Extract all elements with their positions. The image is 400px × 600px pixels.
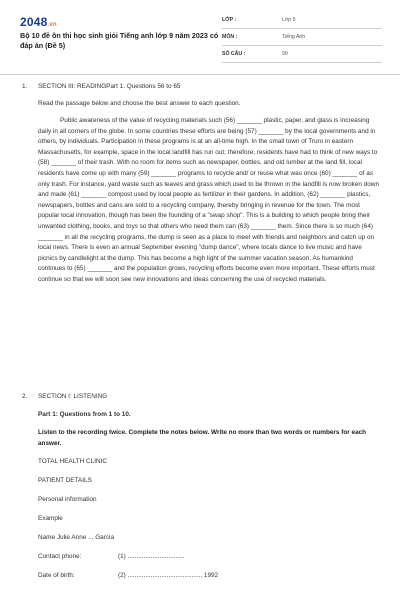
example-name-line: Name Julie Anne ... Garcia bbox=[38, 534, 115, 541]
meta-row-grade bbox=[222, 15, 382, 29]
question-title: SECTION III: READINGPart 1. Questions 56 to 65 bbox=[38, 83, 181, 90]
site-logo[interactable] bbox=[20, 15, 57, 29]
field-blank: (2) ........................................., 1992 bbox=[118, 572, 219, 579]
question-reading bbox=[22, 82, 380, 286]
meta-value: 99 bbox=[282, 51, 288, 57]
header-divider bbox=[0, 74, 400, 75]
meta-value: Tiếng Anh bbox=[282, 34, 306, 40]
logo-main: 2048 bbox=[20, 15, 48, 29]
field-blank: (1) ................................ bbox=[118, 553, 185, 560]
meta-value: Lớp 9 bbox=[282, 17, 296, 23]
reading-passage bbox=[38, 116, 380, 286]
question-title: SECTION I: LISTENING bbox=[38, 393, 108, 400]
reading-instruction: Read the passage below and choose the best answer to each question. bbox=[38, 100, 241, 107]
field-label: Date of birth: bbox=[38, 572, 75, 579]
form-field-contact-phone bbox=[38, 552, 380, 562]
question-listening bbox=[22, 392, 380, 581]
meta-row-question-count bbox=[222, 49, 382, 63]
passage-text: Public awareness of the value of recycling materials such (56) _______ plastic, paper, and glass is increasing daily in all corners of the globe. In some countries these efforts are being (57) _______ by the local governments and in others, by individuals. Participation in these programs is at an all-time high. In the small town of Truro in eastern Massachusetts, for example, space in the local landfill has run out; therefore, residents have had to think of new ways to (58) _______ of their trash. With no room for items such as newspaper, bottles, and old lumber at the land fill, local residents have come up with many (59) _______ programs to recycle and/ or reuse what was once (60) _______ of as only trash. For instance, yard waste such as leaves and grass which used to be thrown in the landfill is now broken down and made (61) _______ compost used by local people as fertilizer in their gardens. In addition, (62) _______ plastics, newspapers, bottles and cans are sold to a recycling company, thereby bringing in revenue for the town. The most popular local innovation, though has been the founding of a "swap shop". This is a building to which people bring their unwanted clothing, books, and toys so that others who need them can (63) _______ them. Since there is so much (64) _______ in all the recycling programs, the dump is seen as a place to meet with friends and neighbors and catch up on local news. There is even an annual September evening "dump dance", where locals dance to live music and have picnics by candlelight at the dump. This has become a high light of the summer vacation season. As humankind continues to (65) _______ and the population grows, recycling efforts become even more important. These efforts must continue so that we will soon see new innovations and ideas concerning the use of recycled materials. bbox=[38, 117, 380, 283]
part-heading: Part 1: Questions from 1 to 10. bbox=[38, 411, 131, 418]
question-heading bbox=[22, 392, 380, 402]
document-title: Bộ 10 đề ôn thi học sinh giỏi Tiếng anh lớp 9 năm 2023 có đáp án (Đề 5) bbox=[20, 31, 219, 50]
meta-key: LỚP : bbox=[222, 17, 237, 23]
document-meta bbox=[222, 15, 382, 66]
personal-information-label: Personal information bbox=[38, 496, 97, 503]
question-number: 1. bbox=[22, 83, 28, 90]
meta-key: SỐ CÂU : bbox=[222, 51, 246, 57]
example-label: Example bbox=[38, 515, 63, 522]
meta-key: MÔN : bbox=[222, 34, 238, 40]
listening-instruction: Listen to the recording twice. Complete the notes below. Write no more than two words or numbers for each answer. bbox=[38, 429, 367, 447]
field-label: Contact phone: bbox=[38, 553, 82, 560]
question-heading bbox=[22, 82, 380, 92]
patient-details-heading: PATIENT DETAILS bbox=[38, 477, 92, 484]
logo-suffix: .vn bbox=[47, 22, 57, 28]
question-number: 2. bbox=[22, 393, 28, 400]
form-field-date-of-birth bbox=[38, 571, 380, 581]
meta-row-subject bbox=[222, 32, 382, 46]
clinic-name: TOTAL HEALTH CLINIC bbox=[38, 458, 108, 465]
document-header bbox=[0, 0, 400, 70]
